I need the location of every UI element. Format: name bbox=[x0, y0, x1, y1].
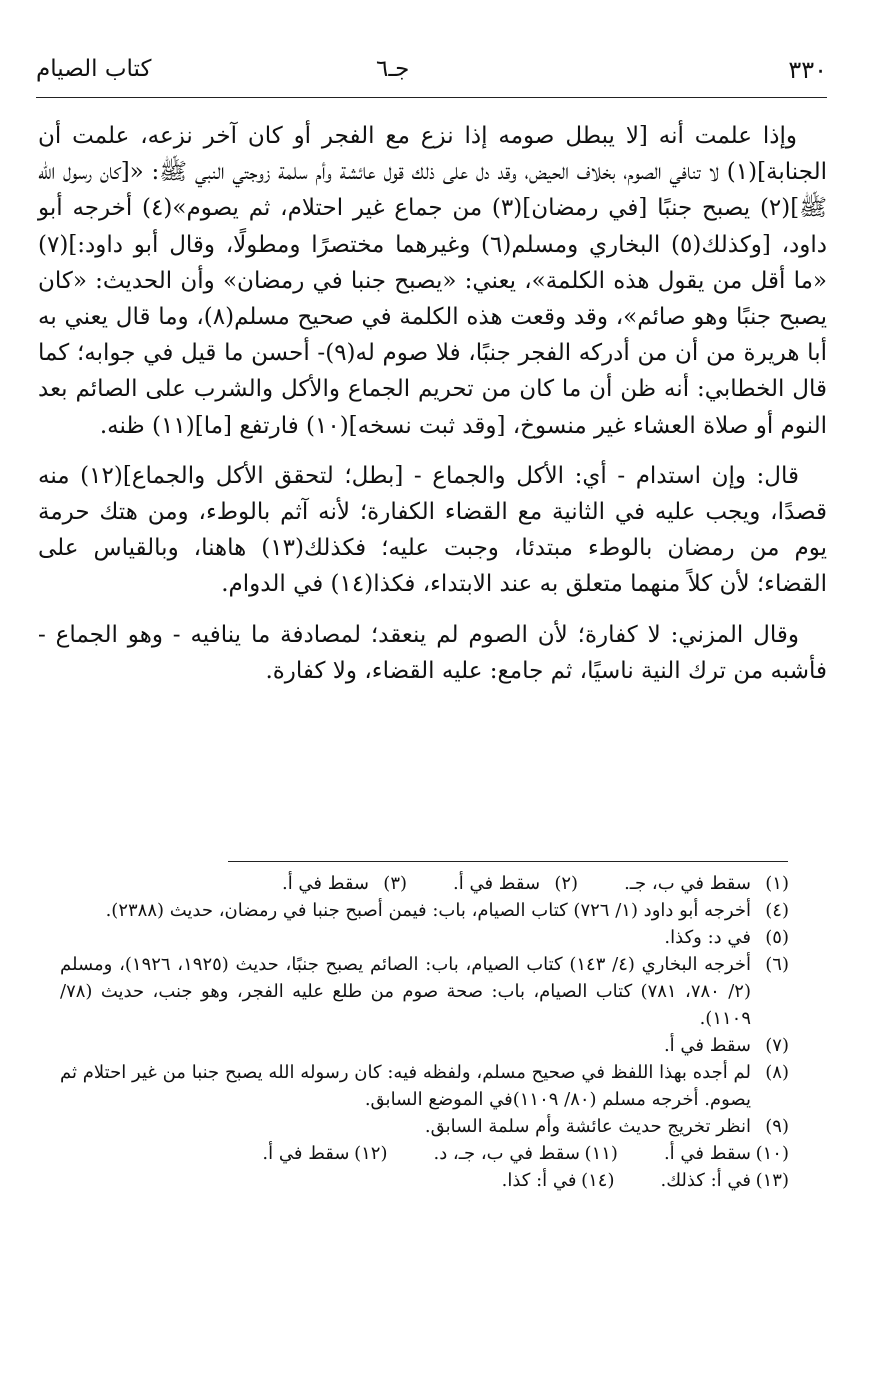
header-rule bbox=[36, 97, 827, 98]
paragraph: وقال المزني: لا كفارة؛ لأن الصوم لم ينعقد؛ لمصادفة ما ينافيه - وهو الجماع - فأشبه من ترك النية ناسيًا، ثم جامع: عليه القضاء، ولا كفارة. bbox=[38, 621, 827, 684]
footnote bbox=[664, 1140, 789, 1167]
footnote bbox=[262, 1140, 387, 1167]
footnote-number: (٥) bbox=[765, 927, 789, 948]
footnote bbox=[60, 897, 789, 924]
footnote-number: (٤) bbox=[765, 900, 789, 921]
footnote-text: سقط في أ. bbox=[453, 873, 541, 894]
footnote-text: أخرجه أبو داود (١/ ٧٢٦) كتاب الصيام، باب: فيمن أصبح جنبا في رمضان، حديث (٢٣٨٨). bbox=[105, 900, 751, 921]
volume-number: جـ٦ bbox=[376, 56, 410, 82]
footnote-text: في د: وكذا. bbox=[664, 927, 751, 948]
footnote-text: سقط في ب، جـ، د. bbox=[433, 1143, 580, 1164]
footnote-text: لم أجده بهذا اللفظ في صحيح مسلم، ولفظه فيه: كان رسوله الله يصبح جنبا من غير احتلام ثم يصوم. أخرجه مسلم (٨٠/ ١١٠٩)في الموضع السابق. bbox=[60, 1062, 751, 1110]
footnote-row bbox=[60, 1140, 789, 1167]
footnote-row bbox=[60, 1167, 789, 1194]
footnotes bbox=[60, 870, 789, 1194]
paragraph: وإذا علمت أنه [لا يبطل صومه إذا نزع مع الفجر أو كان آخر نزعه، علمت أن الجنابة](١) لا تنافي الصوم، بخلاف الحيض، وقد دل على ذلك قول عائشة وأم سلمة زوجتي النبي ﷺ: «[كان رسول الله ﷺ](٢) يصبح جنبًا [في رمضان](٣) من جماع غير احتلام، ثم يصوم»(٤) أخرجه أبو داود، [وكذلك(٥) البخاري ومسلم(٦) وغيرهما مختصرًا ومطولًا، وقال أبو داود:](٧) «ما أقل من يقول هذه الكلمة»، يعني: «يصبح جنبا في رمضان» وأن الحديث: «كان يصبح جنبًا وهو صائم»، وقد وقعت هذه الكلمة في صحيح مسلم(٨)، وما قال يعني به أبا هريرة من أن من أدركه الفجر جنبًا، فلا صوم له(٩)- أحسن ما قيل في جوابه؛ كما قال الخطابي: أنه ظن أن ما كان من تحريم الجماع والأكل والشرب على الصائم بعد النوم أو صلاة العشاء غير منسوخ، [وقد ثبت نسخه](١٠) فارتفع [ما](١١) ظنه. bbox=[38, 123, 828, 439]
footnote-text: أخرجه البخاري (٤/ ١٤٣) كتاب الصيام، باب: الصائم يصبح جنبًا، حديث (١٩٢٥، ١٩٢٦)، ومسلم (٢/ ٧٨٠، ٧٨١) كتاب الصيام، باب: صحة صوم من طلع عليه الفجر، وهو جنب، حديث (٧٨/ ١١٠٩). bbox=[60, 954, 752, 1029]
footnote-number: (٢) bbox=[554, 873, 579, 894]
footnote-text: في أ: كذا. bbox=[501, 1170, 577, 1191]
footnote-number: (٨) bbox=[765, 1062, 789, 1083]
footnote-row bbox=[60, 870, 789, 897]
footnote bbox=[60, 1113, 789, 1140]
page-number: ٣٣٠ bbox=[788, 56, 827, 84]
footnote-number: (٩) bbox=[765, 1116, 789, 1137]
footnote-number: (١٣) bbox=[755, 1170, 789, 1191]
footnote-text: سقط في أ. bbox=[663, 1143, 751, 1164]
main-text bbox=[38, 118, 827, 703]
footnote bbox=[60, 951, 789, 1032]
paragraph: قال: وإن استدام - أي: الأكل والجماع - [بطل؛ لتحقق الأكل والجماع](١٢) منه قصدًا، ويجب عليه في الثانية مع القضاء الكفارة؛ لأنه آثم بالوطء، ومن هتك حرمة يوم من رمضان بالوطء مبتدئا، وجبت عليه؛ فكذلك(١٣) هاهنا، وبالقياس على القضاء؛ لأن كلاً منهما متعلق به عند الابتداء، فكذا(١٤) في الدوام. bbox=[38, 462, 827, 598]
footnote-text: سقط في ب، جـ. bbox=[624, 873, 751, 894]
running-header bbox=[36, 52, 827, 102]
footnote bbox=[433, 1140, 617, 1167]
footnote bbox=[502, 1167, 615, 1194]
footnote bbox=[60, 1032, 789, 1059]
footnote-number: (١١) bbox=[584, 1143, 618, 1164]
footnote-number: (٦) bbox=[765, 954, 789, 975]
footnote-number: (١٤) bbox=[581, 1170, 615, 1191]
footnote-text: سقط في أ. bbox=[262, 1143, 350, 1164]
footnote bbox=[60, 1059, 789, 1113]
footnote-separator bbox=[228, 861, 788, 862]
footnote-number: (١) bbox=[765, 873, 789, 894]
footnote bbox=[60, 924, 789, 951]
footnote-number: (١٢) bbox=[354, 1143, 388, 1164]
footnote bbox=[282, 870, 407, 897]
footnote-number: (١٠) bbox=[755, 1143, 789, 1164]
footnote-text: سقط في أ. bbox=[663, 1035, 751, 1056]
footnote-text: في أ: كذلك. bbox=[660, 1170, 751, 1191]
footnote-number: (٧) bbox=[765, 1035, 789, 1056]
footnote bbox=[453, 870, 578, 897]
footnote-text: سقط في أ. bbox=[281, 873, 370, 894]
footnote bbox=[660, 1167, 789, 1194]
footnote bbox=[624, 870, 789, 897]
book-title: كتاب الصيام bbox=[36, 56, 152, 82]
footnote-text: انظر تخريج حديث عائشة وأم سلمة السابق. bbox=[424, 1116, 751, 1137]
footnote-number: (٣) bbox=[383, 873, 408, 894]
